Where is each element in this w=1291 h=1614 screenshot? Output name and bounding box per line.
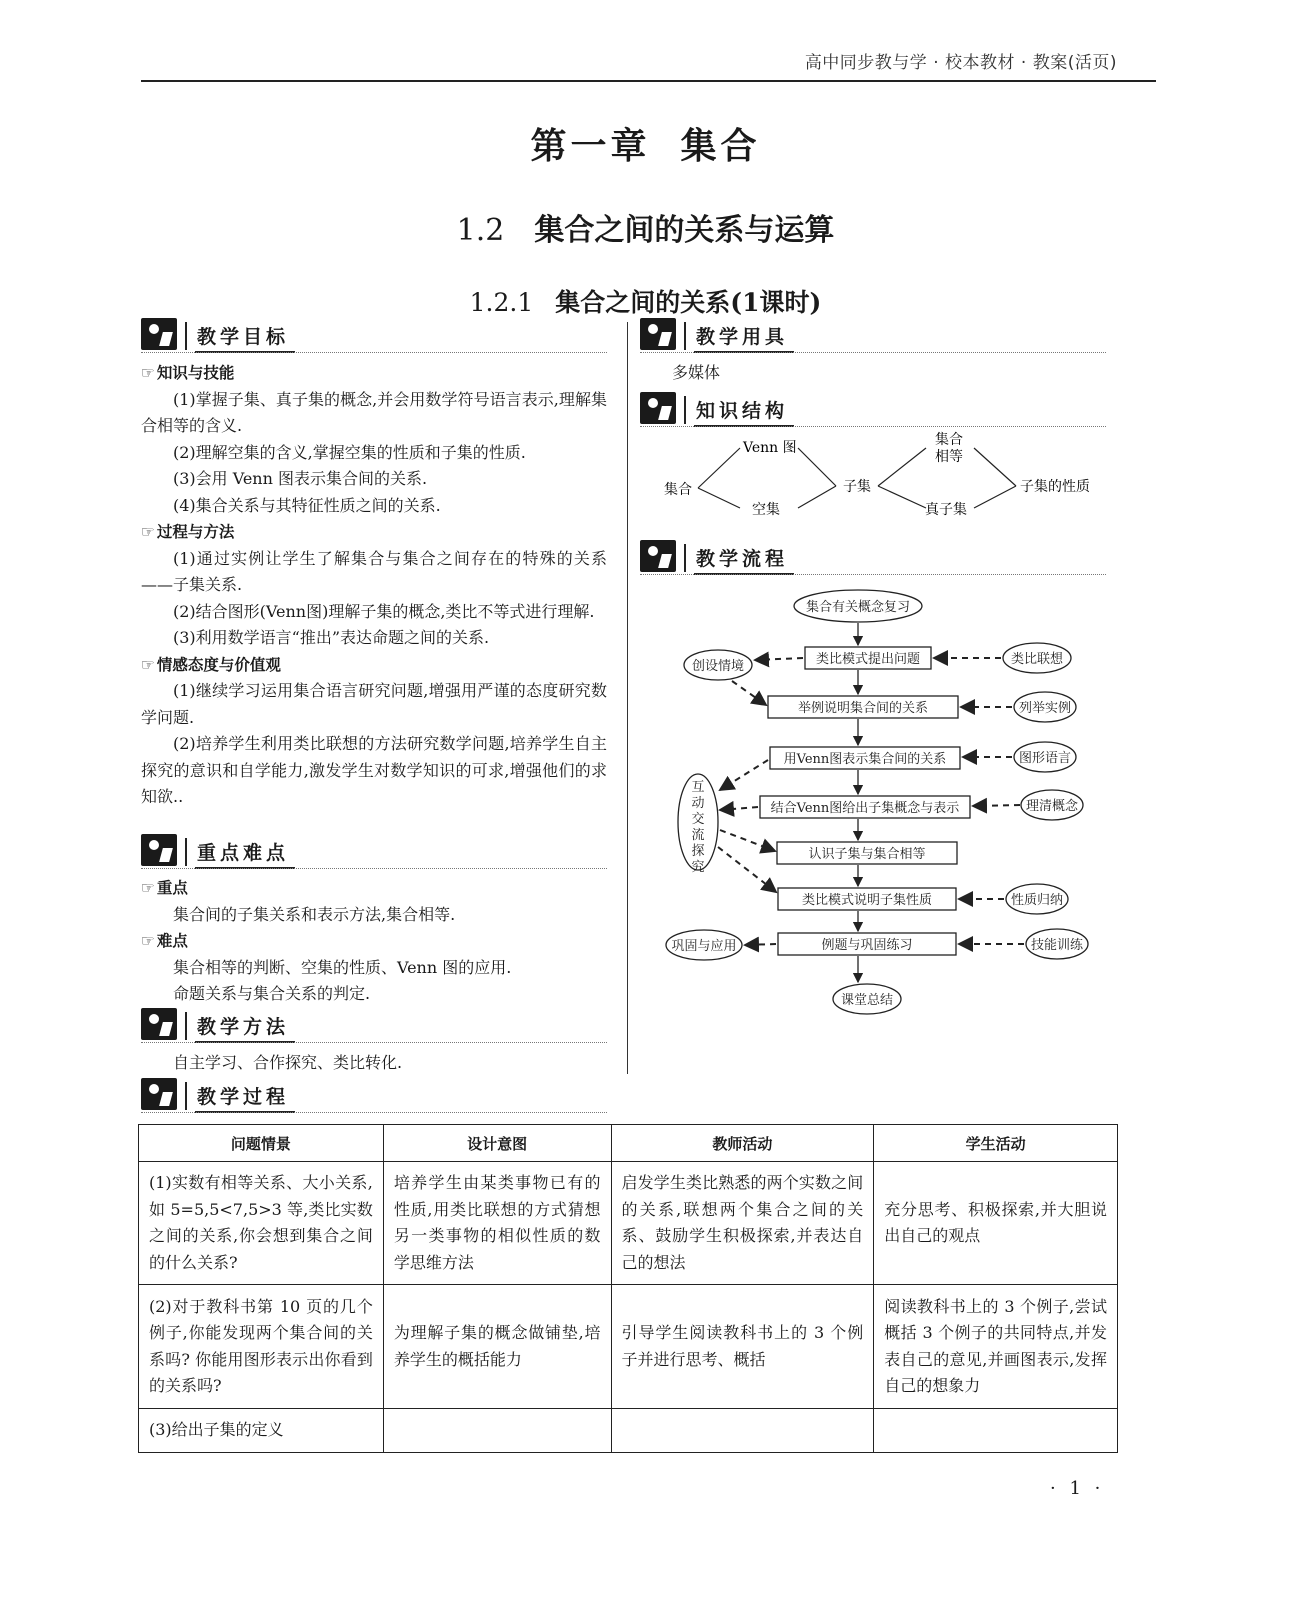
reader-icon (640, 392, 676, 424)
node-xingzhi: 子集的性质 (1020, 479, 1090, 495)
flow-node-concept: 结合Venn图给出子集概念与表示 (770, 801, 960, 816)
flow-node-property: 类比模式说明子集性质 (801, 893, 933, 908)
node-xiangdeng-1: 集合 (935, 432, 963, 448)
table-cell: (2)对于教科书第 10 页的几个例子,你能发现两个集合间的关系吗? 你能用图形表示出你看到的关系吗? (139, 1285, 384, 1409)
emotion-item: (1)继续学习运用集合语言研究问题,增强用严谨的态度研究数学问题. (141, 681, 607, 727)
flow-node-interact-char: 交 (691, 812, 705, 827)
flow-node-interact-char: 探 (691, 844, 705, 859)
reader-icon (141, 1078, 177, 1110)
knowledge-item: (1)掌握子集、真子集的概念,并会用数学符号语言表示,理解集合相等的含义. (141, 389, 607, 435)
flow-node-consolidate: 巩固与应用 (671, 939, 737, 954)
key-text: 集合间的子集关系和表示方法,集合相等. (173, 904, 456, 924)
flow-node-induce: 性质归纳 (1010, 893, 1064, 908)
column-header: 教师活动 (611, 1125, 874, 1162)
pointing-hand-icon: ☞ (141, 523, 155, 541)
flow-node-summary: 课堂总结 (840, 993, 894, 1008)
difficulty-item: 命题关系与集合关系的判定. (173, 984, 371, 1003)
table-cell: (3)给出子集的定义 (139, 1409, 384, 1453)
teaching-flowchart (640, 585, 1106, 1025)
flow-node-interact-char: 互 (691, 780, 705, 795)
keypoints-title: 重点难点 (195, 838, 295, 869)
pointing-hand-icon: ☞ (141, 364, 155, 382)
process-table-heading (141, 1078, 607, 1114)
method-title: 教学方法 (195, 1012, 295, 1043)
node-jihe: 集合 (664, 482, 692, 498)
reader-icon (640, 540, 676, 572)
table-header-row (139, 1125, 1118, 1162)
knowledge-item: (4)集合关系与其特征性质之间的关系. (173, 495, 441, 515)
reader-icon (141, 834, 177, 866)
table-cell: (1)实数有相等关系、大小关系,如 5=5,5<7,5>3 等,类比实数之间的关系,你会想到集合之间的什么关系? (139, 1162, 384, 1285)
section-number: 1.2 (456, 213, 505, 248)
table-cell: 引导学生阅读教科书上的 3 个例子并进行思考、概括 (611, 1285, 874, 1409)
reader-icon (141, 318, 177, 350)
flow-node-equal: 认识子集与集合相等 (808, 847, 926, 862)
table-cell (611, 1409, 874, 1453)
chapter-name: 集合 (680, 125, 761, 167)
node-venn: Venn 图 (743, 440, 797, 456)
table-cell (874, 1409, 1118, 1453)
subsection-title (0, 283, 1291, 319)
flow-heading (640, 540, 1106, 576)
process-item: (2)结合图形(Venn图)理解子集的概念,类比不等式进行理解. (173, 601, 595, 621)
page-number: · 1 · (1050, 1478, 1105, 1499)
pointing-hand-icon: ☞ (141, 655, 155, 674)
table-cell: 为理解子集的概念做铺垫,培养学生的概括能力 (383, 1285, 611, 1409)
objectives-heading (141, 318, 607, 354)
knowledge-item: (2)理解空集的含义,掌握空集的性质和子集的性质. (173, 442, 526, 462)
table-cell (383, 1409, 611, 1453)
chapter-title (0, 118, 1291, 169)
flow-node-practice: 例题与巩固练习 (821, 938, 913, 953)
keypoints-heading (141, 834, 607, 870)
flow-node-interact-char: 究 (691, 860, 705, 875)
pointing-hand-icon: ☞ (141, 932, 155, 950)
chapter-number: 第一章 (530, 125, 651, 167)
flow-node-list: 列举实例 (1018, 701, 1072, 716)
key-heading: ☞ 重点 (141, 879, 188, 897)
subsection-name: 集合之间的关系(1课时) (555, 288, 822, 317)
table-cell: 启发学生类比熟悉的两个实数之间的关系,联想两个集合之间的关系、鼓励学生积极探索,并表达自己的想法 (611, 1162, 874, 1285)
column-header: 设计意图 (383, 1125, 611, 1162)
section-name: 集合之间的关系与运算 (534, 213, 835, 248)
flow-title: 教学流程 (694, 544, 794, 575)
node-ziji: 子集 (843, 479, 871, 495)
difficulty-item: 集合相等的判断、空集的性质、Venn 图的应用. (173, 957, 512, 977)
emotion-item: (2)培养学生利用类比联想的方法研究数学问题,培养学生自主探究的意识和自学能力,激发学生对数学知识的可求,增强他们的求知欲.. (141, 734, 607, 806)
flow-node-assoc: 类比联想 (1010, 652, 1064, 667)
table-cell: 阅读教科书上的 3 个例子,尝试概括 3 个例子的共同特点,并发表自己的意见,并画图表示,发挥自己的想象力 (874, 1285, 1118, 1409)
subsection-number: 1.2.1 (469, 288, 534, 317)
knowledge-item: (3)会用 Venn 图表示集合间的关系. (173, 469, 428, 488)
teaching-process-table (138, 1124, 1118, 1453)
flow-node-analogy-question: 类比模式提出问题 (815, 652, 921, 667)
flow-node-graph: 图形语言 (1018, 751, 1072, 766)
process-heading: ☞ 过程与方法 (141, 523, 235, 541)
section-title (0, 205, 1291, 249)
table-cell: 培养学生由某类事物已有的性质,用类比联想的方式猜想另一类事物的相似性质的数学思维方法 (383, 1162, 611, 1285)
method-heading (141, 1008, 607, 1044)
process-item: (1)通过实例让学生了解集合与集合之间存在的特殊的关系——子集关系. (141, 548, 607, 594)
knowledge-heading: ☞ 知识与技能 (141, 364, 235, 382)
node-kongji: 空集 (752, 502, 780, 518)
flow-node-skill: 技能训练 (1030, 938, 1084, 953)
tools-text: 多媒体 (672, 363, 721, 382)
structure-title: 知识结构 (694, 396, 794, 427)
flow-node-examples: 举例说明集合间的关系 (797, 701, 929, 716)
method-text: 自主学习、合作探究、类比转化. (173, 1053, 403, 1072)
flow-node-review: 集合有关概念复习 (805, 600, 911, 615)
running-header: 高中同步教与学 · 校本教材 · 教案(活页) (804, 53, 1117, 73)
objectives-title: 教学目标 (195, 322, 295, 353)
process-table-title: 教学过程 (195, 1082, 295, 1113)
flow-node-venn: 用Venn图表示集合间的关系 (783, 752, 947, 767)
tools-body (640, 360, 1106, 387)
table-cell: 充分思考、积极探索,并大胆说出自己的观点 (874, 1162, 1118, 1285)
table-row (139, 1285, 1118, 1409)
structure-heading (640, 392, 1106, 428)
knowledge-structure-diagram (640, 428, 1110, 528)
node-xiangdeng-2: 相等 (935, 449, 963, 465)
objectives-body (141, 360, 607, 811)
flow-node-interact-char: 动 (691, 796, 705, 811)
process-item: (3)利用数学语言“推出”表达命题之间的关系. (173, 628, 490, 647)
table-row (139, 1409, 1118, 1453)
method-body (141, 1050, 607, 1077)
table-row (139, 1162, 1118, 1285)
flow-node-clarify: 理清概念 (1025, 799, 1079, 814)
difficulty-heading: ☞ 难点 (141, 932, 188, 950)
column-header: 问题情景 (139, 1125, 384, 1162)
header-rule (141, 80, 1156, 82)
node-zhenziji: 真子集 (925, 502, 967, 518)
reader-icon (640, 318, 676, 350)
tools-title: 教学用具 (694, 322, 794, 353)
emotion-heading: ☞ 情感态度与价值观 (141, 655, 281, 674)
column-header: 学生活动 (874, 1125, 1118, 1162)
keypoints-body (141, 875, 607, 1008)
reader-icon (141, 1008, 177, 1040)
pointing-hand-icon: ☞ (141, 879, 155, 897)
column-divider (627, 322, 628, 1074)
flow-node-interact-char: 流 (691, 828, 705, 843)
tools-heading (640, 318, 1106, 354)
flow-node-scenario: 创设情境 (691, 659, 745, 674)
